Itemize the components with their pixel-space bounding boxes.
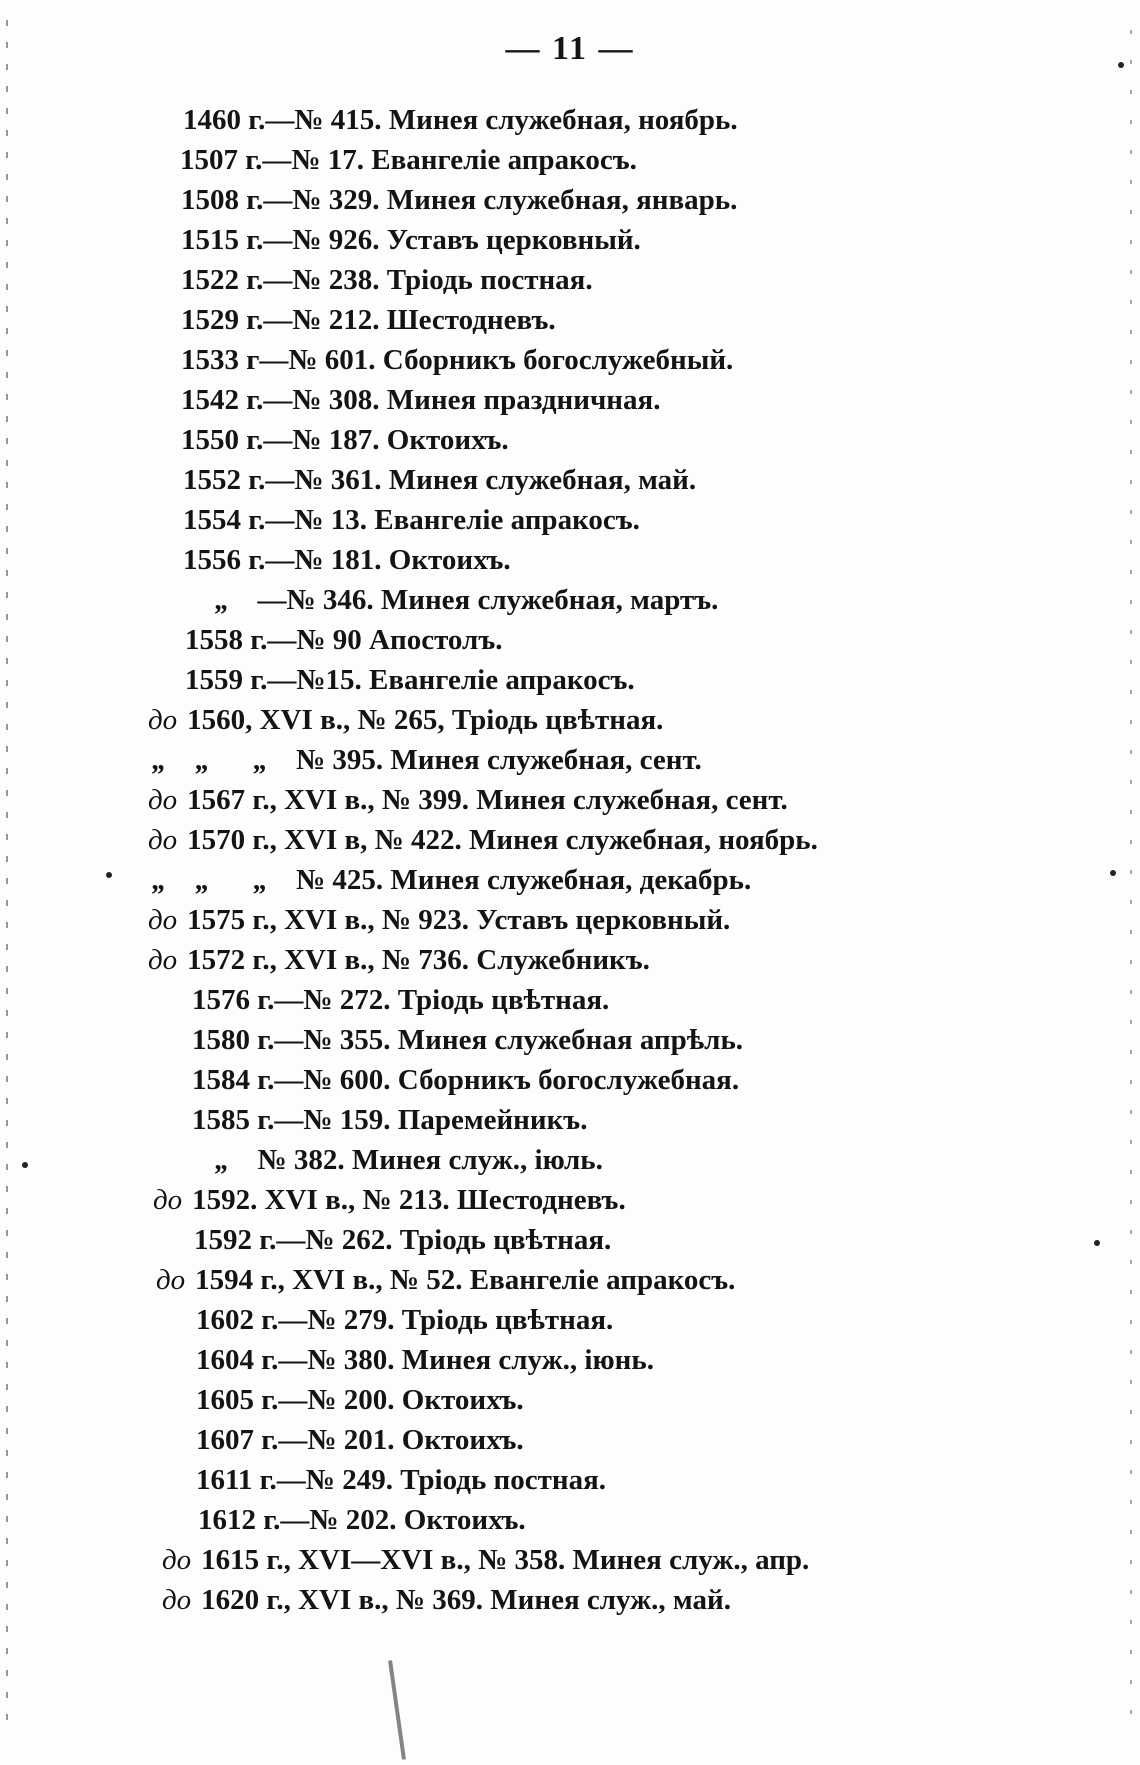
ink-speck <box>22 1162 28 1168</box>
entry-text: 1602 г.—№ 279. Тріодь цвѣтная. <box>196 1304 614 1336</box>
catalog-entry <box>181 180 737 220</box>
entry-text: 1460 г.—№ 415. Минея служебная, ноябрь. <box>183 104 738 136</box>
catalog-entry <box>192 1060 739 1100</box>
entry-text: 1529 г.—№ 212. Шестодневъ. <box>181 304 556 336</box>
entry-text: 1560, XVI в., № 265, Тріодь цвѣтная. <box>187 704 664 736</box>
entry-text: 1556 г.—№ 181. Октоихъ. <box>183 544 511 576</box>
catalog-entry <box>156 1260 735 1300</box>
catalog-entry <box>162 1580 731 1620</box>
entry-text: 1567 г., XVI в., № 399. Минея служебная, сент. <box>187 784 788 816</box>
catalog-entry <box>192 1100 587 1140</box>
entry-text: 1575 г., XVI в., № 923. Уставъ церковный. <box>187 904 731 936</box>
entry-text: 1508 г.—№ 329. Минея служебная, январь. <box>181 184 738 216</box>
catalog-entry <box>181 300 556 340</box>
catalog-entry <box>215 580 718 620</box>
catalog-entry <box>148 700 663 740</box>
entry-text: 1559 г.—№15. Евангеліе апракосъ. <box>185 664 635 696</box>
catalog-entry <box>196 1460 606 1500</box>
entry-text: 1585 г.—№ 159. Паремейникъ. <box>192 1104 588 1136</box>
entry-text: № 382. Минея служ., іюль. <box>257 1144 603 1176</box>
entry-text: 1570 г., XVI в, № 422. Минея служебная, ноябрь. <box>187 824 818 856</box>
entry-prefix: до <box>162 1584 192 1616</box>
entry-text: 1576 г.—№ 272. Тріодь цвѣтная. <box>192 984 610 1016</box>
ditto-mark: „ <box>215 584 230 616</box>
entry-text: 1604 г.—№ 380. Минея служ., іюнь. <box>196 1344 654 1376</box>
catalog-entry <box>152 860 751 900</box>
entry-text: № 425. Минея служебная, декабрь. <box>296 864 752 896</box>
entry-text: 1615 г., XVI—XVI в., № 358. Минея служ., апр. <box>201 1544 810 1576</box>
entry-text: 1594 г., XVI в., № 52. Евангеліе апракосъ. <box>195 1264 736 1296</box>
entry-prefix: до <box>148 784 178 816</box>
catalog-entry <box>215 1140 603 1180</box>
catalog-entry <box>148 780 788 820</box>
catalog-entry <box>198 1500 526 1540</box>
ink-speck <box>1094 1240 1100 1246</box>
ink-speck <box>1118 62 1124 68</box>
catalog-entry <box>162 1540 809 1580</box>
entry-text: —№ 346. Минея служебная, мартъ. <box>257 584 719 616</box>
entry-text: 1580 г.—№ 355. Минея служебная апрѣль. <box>192 1024 744 1056</box>
entry-text: № 395. Минея служебная, сент. <box>296 744 702 776</box>
entry-text: 1592 г.—№ 262. Тріодь цвѣтная. <box>194 1224 612 1256</box>
catalog-entry <box>192 1020 743 1060</box>
catalog-entry <box>183 460 696 500</box>
catalog-entry <box>148 820 818 860</box>
entry-text: 1620 г., XVI в., № 369. Минея служ., май. <box>201 1584 731 1616</box>
catalog-entry <box>148 900 730 940</box>
entry-text: 1584 г.—№ 600. Сборникъ богослужебная. <box>192 1064 740 1096</box>
catalog-entry <box>181 380 660 420</box>
entry-text: 1552 г.—№ 361. Минея служебная, май. <box>183 464 697 496</box>
entry-text: 1558 г.—№ 90 Апостолъ. <box>185 624 503 656</box>
ditto-mark: „ „ „ <box>152 744 268 776</box>
entry-text: 1542 г.—№ 308. Минея праздничная. <box>181 384 661 416</box>
ditto-mark: „ „ „ <box>152 864 268 896</box>
entry-text: 1533 г—№ 601. Сборникъ богослужебный. <box>181 344 734 376</box>
catalog-entry <box>153 1180 626 1220</box>
entry-text: 1611 г.—№ 249. Тріодь постная. <box>196 1464 607 1496</box>
entry-text: 1507 г.—№ 17. Евангеліе апракосъ. <box>180 144 637 176</box>
entry-text: 1605 г.—№ 200. Октоихъ. <box>196 1384 524 1416</box>
entry-text: 1515 г.—№ 926. Уставъ церковный. <box>181 224 641 256</box>
ditto-mark: „ <box>215 1144 230 1176</box>
catalog-entry <box>183 500 640 540</box>
catalog-entry <box>181 340 733 380</box>
catalog-entry <box>183 100 738 140</box>
catalog-entry <box>152 740 702 780</box>
ink-speck <box>106 872 112 878</box>
entry-prefix: до <box>156 1264 186 1296</box>
catalog-entry <box>196 1300 613 1340</box>
entry-text: 1554 г.—№ 13. Евангеліе апракосъ. <box>183 504 640 536</box>
entry-prefix: до <box>148 904 178 936</box>
entry-prefix: до <box>162 1544 192 1576</box>
entry-text: 1612 г.—№ 202. Октоихъ. <box>198 1504 526 1536</box>
page-edge-right <box>1130 30 1132 1730</box>
catalog-entry <box>181 260 593 300</box>
catalog-entry <box>194 1220 611 1260</box>
page-edge-left <box>6 20 8 1720</box>
catalog-entry <box>181 420 509 460</box>
entry-text: 1572 г., XVI в., № 736. Служебникъ. <box>187 944 650 976</box>
entry-prefix: до <box>153 1184 183 1216</box>
entry-text: 1522 г.—№ 238. Тріодь постная. <box>181 264 593 296</box>
entry-prefix: до <box>148 824 178 856</box>
catalog-entry <box>196 1420 524 1460</box>
entry-text: 1607 г.—№ 201. Октоихъ. <box>196 1424 524 1456</box>
catalog-entry <box>196 1340 654 1380</box>
pen-scribble <box>388 1660 406 1760</box>
catalog-entry <box>148 940 650 980</box>
catalog-entry <box>183 540 511 580</box>
page-number: — 11 — <box>505 30 635 67</box>
catalog-entry <box>180 140 637 180</box>
entry-prefix: до <box>148 944 178 976</box>
catalog-entry <box>181 220 641 260</box>
entry-text: 1550 г.—№ 187. Октоихъ. <box>181 424 509 456</box>
catalog-entry <box>185 620 502 660</box>
entry-text: 1592. XVI в., № 213. Шестодневъ. <box>192 1184 626 1216</box>
catalog-entry <box>192 980 609 1020</box>
ink-speck <box>1110 870 1116 876</box>
entry-prefix: до <box>148 704 178 736</box>
catalog-entry <box>196 1380 524 1420</box>
catalog-entry <box>185 660 635 700</box>
